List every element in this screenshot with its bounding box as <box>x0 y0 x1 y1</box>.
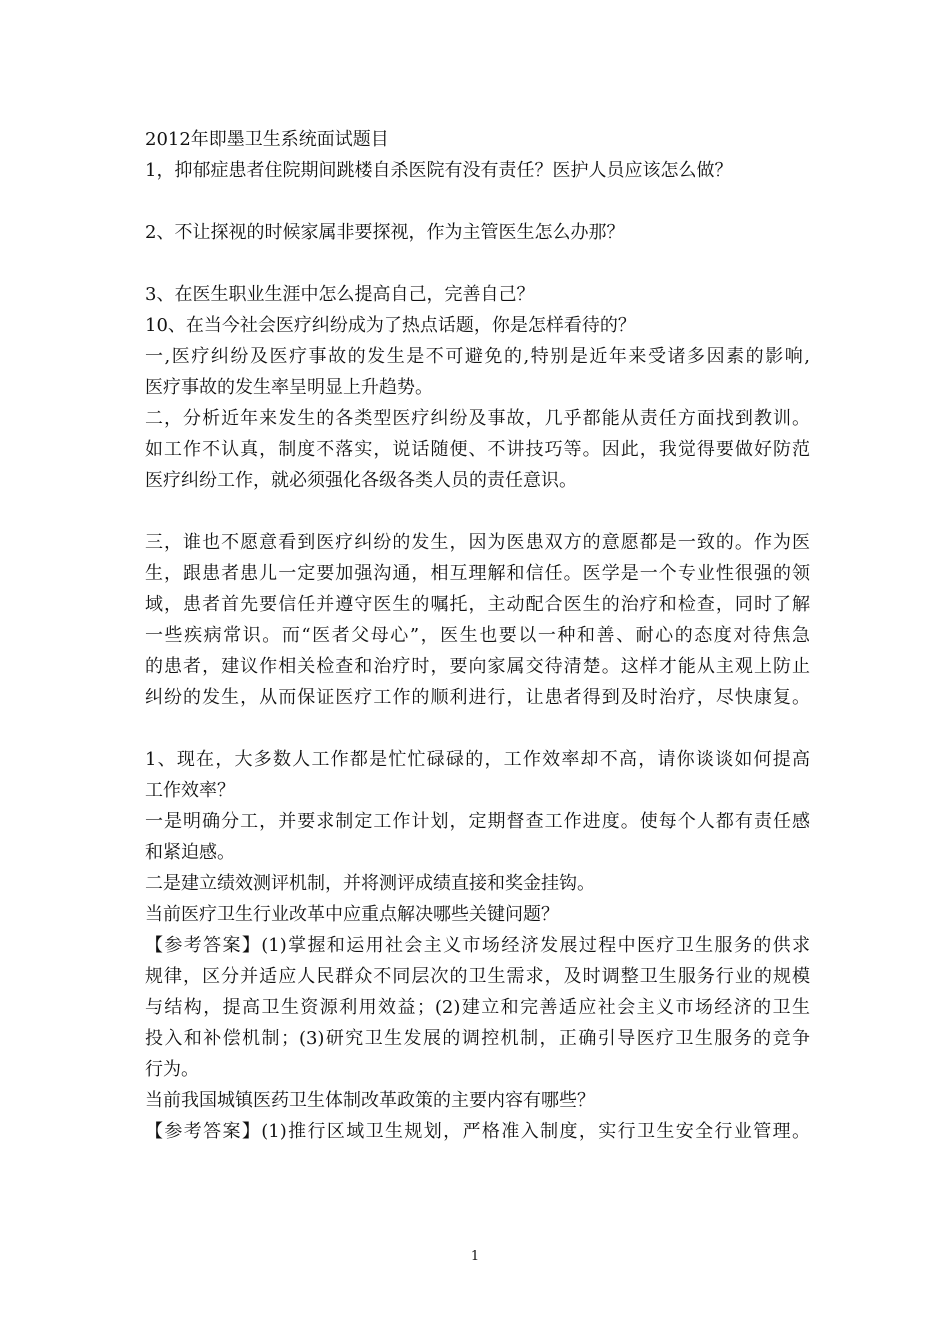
answer-line: 和紧迫感。 <box>145 842 235 863</box>
blank-line <box>145 496 810 527</box>
answer-line: 一,医疗纠纷及医疗事故的发生是不可避免的,特别是近年来受诸多因素的影响, <box>145 346 810 367</box>
page-number: 1 <box>470 1249 480 1264</box>
answer-line: 二，分析近年来发生的各类型医疗纠纷及事故，几乎都能从责任方面找到教训。 <box>145 408 810 429</box>
answer-line: 一些疾病常识。而“医者父母心”，医生也要以一种和善、耐心的态度对待焦急 <box>145 625 810 646</box>
answer-line: 域，患者首先要信任并遵守医生的嘱托，主动配合医生的治疗和检查，同时了解 <box>145 594 810 615</box>
blank-line <box>145 248 810 279</box>
question-efficiency: 1、现在，大多数人工作都是忙忙碌碌的，工作效率却不高，请你谈谈如何提高 <box>145 749 810 770</box>
reference-answer-line: 规律，区分并适应人民群众不同层次的卫生需求，及时调整卫生服务行业的规模 <box>145 966 810 987</box>
blank-line <box>145 186 810 217</box>
answer-line: 纠纷的发生，从而保证医疗工作的顺利进行，让患者得到及时治疗，尽快康复。 <box>145 687 810 708</box>
reference-answer-line: 【参考答案】(1)掌握和运用社会主义市场经济发展过程中医疗卫生服务的供求 <box>145 935 810 956</box>
answer-line: 如工作不认真，制度不落实，说话随便、不讲技巧等。因此，我觉得要做好防范 <box>145 439 810 460</box>
blank-line <box>145 713 810 744</box>
answer-line: 医疗事故的发生率呈明显上升趋势。 <box>145 377 433 398</box>
document-title: 2012年即墨卫生系统面试题目 <box>145 129 389 150</box>
document-body <box>145 124 810 1147</box>
answer-line: 二是建立绩效测评机制，并将测评成绩直接和奖金挂钩。 <box>145 873 595 894</box>
question-efficiency: 工作效率？ <box>145 780 235 801</box>
answer-line: 一是明确分工，并要求制定工作计划，定期督查工作进度。使每个人都有责任感 <box>145 811 810 832</box>
reference-answer-line: 行为。 <box>145 1059 199 1080</box>
reference-answer-line: 投入和补偿机制；(3)研究卫生发展的调控机制，正确引导医疗卫生服务的竞争 <box>145 1028 810 1049</box>
question-reform: 当前医疗卫生行业改革中应重点解决哪些关键问题？ <box>145 904 559 925</box>
answer-line: 三，谁也不愿意看到医疗纠纷的发生，因为医患双方的意愿都是一致的。作为医 <box>145 532 810 553</box>
reference-answer-line: 【参考答案】(1)推行区域卫生规划，严格准入制度，实行卫生安全行业管理。 <box>145 1121 810 1142</box>
question-1: 1，抑郁症患者住院期间跳楼自杀医院有没有责任？医护人员应该怎么做？ <box>145 160 733 181</box>
answer-line: 生，跟患者患儿一定要加强沟通，相互理解和信任。医学是一个专业性很强的领 <box>145 563 810 584</box>
question-10: 10、在当今社会医疗纠纷成为了热点话题，你是怎样看待的？ <box>145 315 636 336</box>
question-3: 3、在医生职业生涯中怎么提高自己，完善自己？ <box>145 284 535 305</box>
question-2: 2、不让探视的时候家属非要探视，作为主管医生怎么办那？ <box>145 222 625 243</box>
answer-line: 的患者，建议作相关检查和治疗时，要向家属交待清楚。这样才能从主观上防止 <box>145 656 810 677</box>
reference-answer-line: 与结构，提高卫生资源利用效益；(2)建立和完善适应社会主义市场经济的卫生 <box>145 997 810 1018</box>
answer-line: 医疗纠纷工作，就必须强化各级各类人员的责任意识。 <box>145 470 577 491</box>
question-urban-reform: 当前我国城镇医药卫生体制改革政策的主要内容有哪些？ <box>145 1090 595 1111</box>
